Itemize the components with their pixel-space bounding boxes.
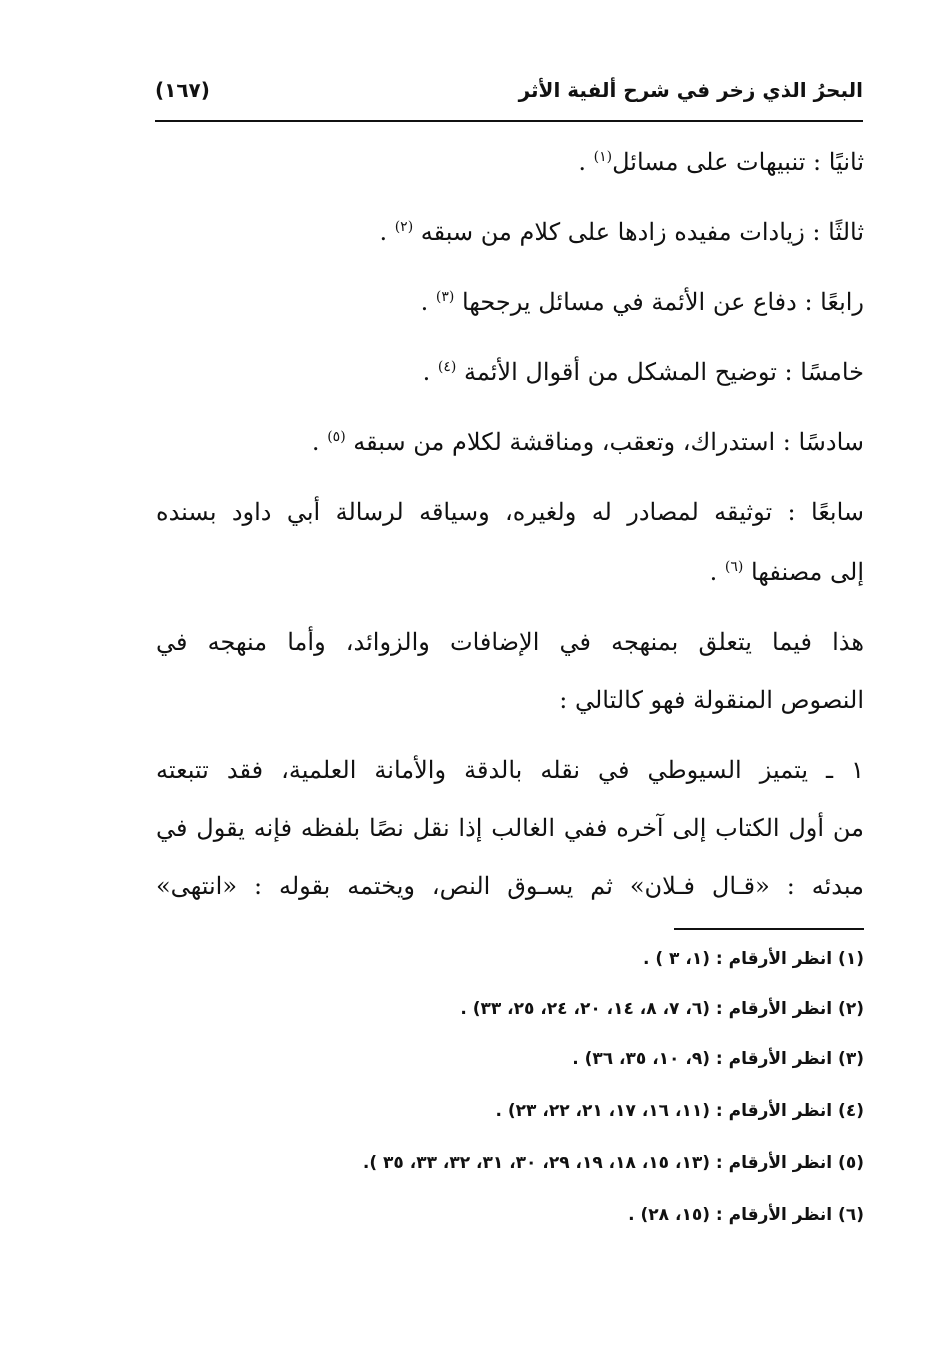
- item-text: خامسًا : توضيح المشكل من أقوال الأئمة: [456, 358, 864, 386]
- item-end: .: [420, 288, 436, 316]
- item-text: رابعًا : دفاع عن الأئمة في مسائل يرجحها: [454, 288, 864, 316]
- footnote-ref: (٣): [435, 289, 455, 305]
- paragraph-1-line-1: هذا فيما يتعلق بمنهجه في الإضافات والزوائد، وأما منهجه في: [156, 628, 864, 656]
- item-sixth: [156, 422, 864, 462]
- item-end: .: [709, 558, 725, 586]
- item-end: .: [578, 148, 594, 176]
- footnote-ref: (٢): [394, 219, 414, 235]
- item-second: [156, 142, 864, 182]
- item-text: ثانيًا : تنبيهات على مسائل: [612, 148, 864, 176]
- footnote-5: (٥) انظر الأرقام : (١٣، ١٥، ١٨، ١٩، ٢٩، ٣٠، ٣١، ٣٢، ٣٣، ٣٥ ).: [362, 1153, 864, 1173]
- item-text: إلى مصنفها: [743, 558, 864, 586]
- footnote-3: (٣) انظر الأرقام : (٩، ١٠، ٣٥، ٣٦) .: [572, 1049, 864, 1069]
- footnote-separator: [674, 928, 864, 930]
- footnote-ref: (٦): [724, 559, 744, 575]
- footnote-ref: (٤): [437, 359, 457, 375]
- footnote-ref: (١): [593, 149, 613, 165]
- item-third: [156, 212, 864, 252]
- item-end: .: [311, 428, 328, 456]
- paragraph-2-line-1: ١ ـ يتميز السيوطي في نقله بالدقة والأمانة العلمية، فقد تتبعته: [156, 756, 864, 784]
- paragraph-2-line-2: من أول الكتاب إلى آخره ففي الغالب إذا نقل نصًا بلفظه فإنه يقول في: [156, 814, 864, 842]
- item-seventh-line-2: [156, 552, 864, 592]
- item-end: .: [379, 218, 395, 246]
- footnote-2: (٢) انظر الأرقام : (٦، ٧، ٨، ١٤، ٢٠، ٢٤، ٢٥، ٣٣) .: [460, 999, 864, 1019]
- item-fourth: [156, 282, 864, 322]
- item-fifth: [156, 352, 864, 392]
- item-text: سادسًا : استدراك، وتعقب، ومناقشة لكلام من سبقه: [345, 428, 864, 456]
- footnote-ref: (٥): [327, 429, 346, 445]
- item-end: .: [422, 358, 438, 386]
- running-header: [155, 70, 863, 122]
- item-text: ثالثًا : زيادات مفيده زادها على كلام من سبقه: [413, 218, 864, 246]
- paragraph-1-line-2: النصوص المنقولة فهو كالتالي :: [559, 686, 864, 714]
- page-number: (١٦٧): [155, 78, 210, 102]
- footnote-6: (٦) انظر الأرقام : (١٥، ٢٨) .: [628, 1205, 864, 1225]
- paragraph-2-line-3: مبدئه : «قـال فـلان» ثم يسـوق النص، ويختمه بقوله : «انتهى»: [156, 872, 864, 900]
- running-title: البحرُ الذي زخر في شرح ألفية الأثر: [518, 78, 863, 102]
- footnote-1: (١) انظر الأرقام : (١، ٣ ) .: [642, 949, 864, 969]
- footnote-4: (٤) انظر الأرقام : (١١، ١٦، ١٧، ٢١، ٢٢، ٢٣) .: [495, 1101, 864, 1121]
- item-seventh-line-1: سابعًا : توثيقه لمصادر له ولغيره، وسياقه لرسالة أبي داود بسنده: [156, 498, 864, 526]
